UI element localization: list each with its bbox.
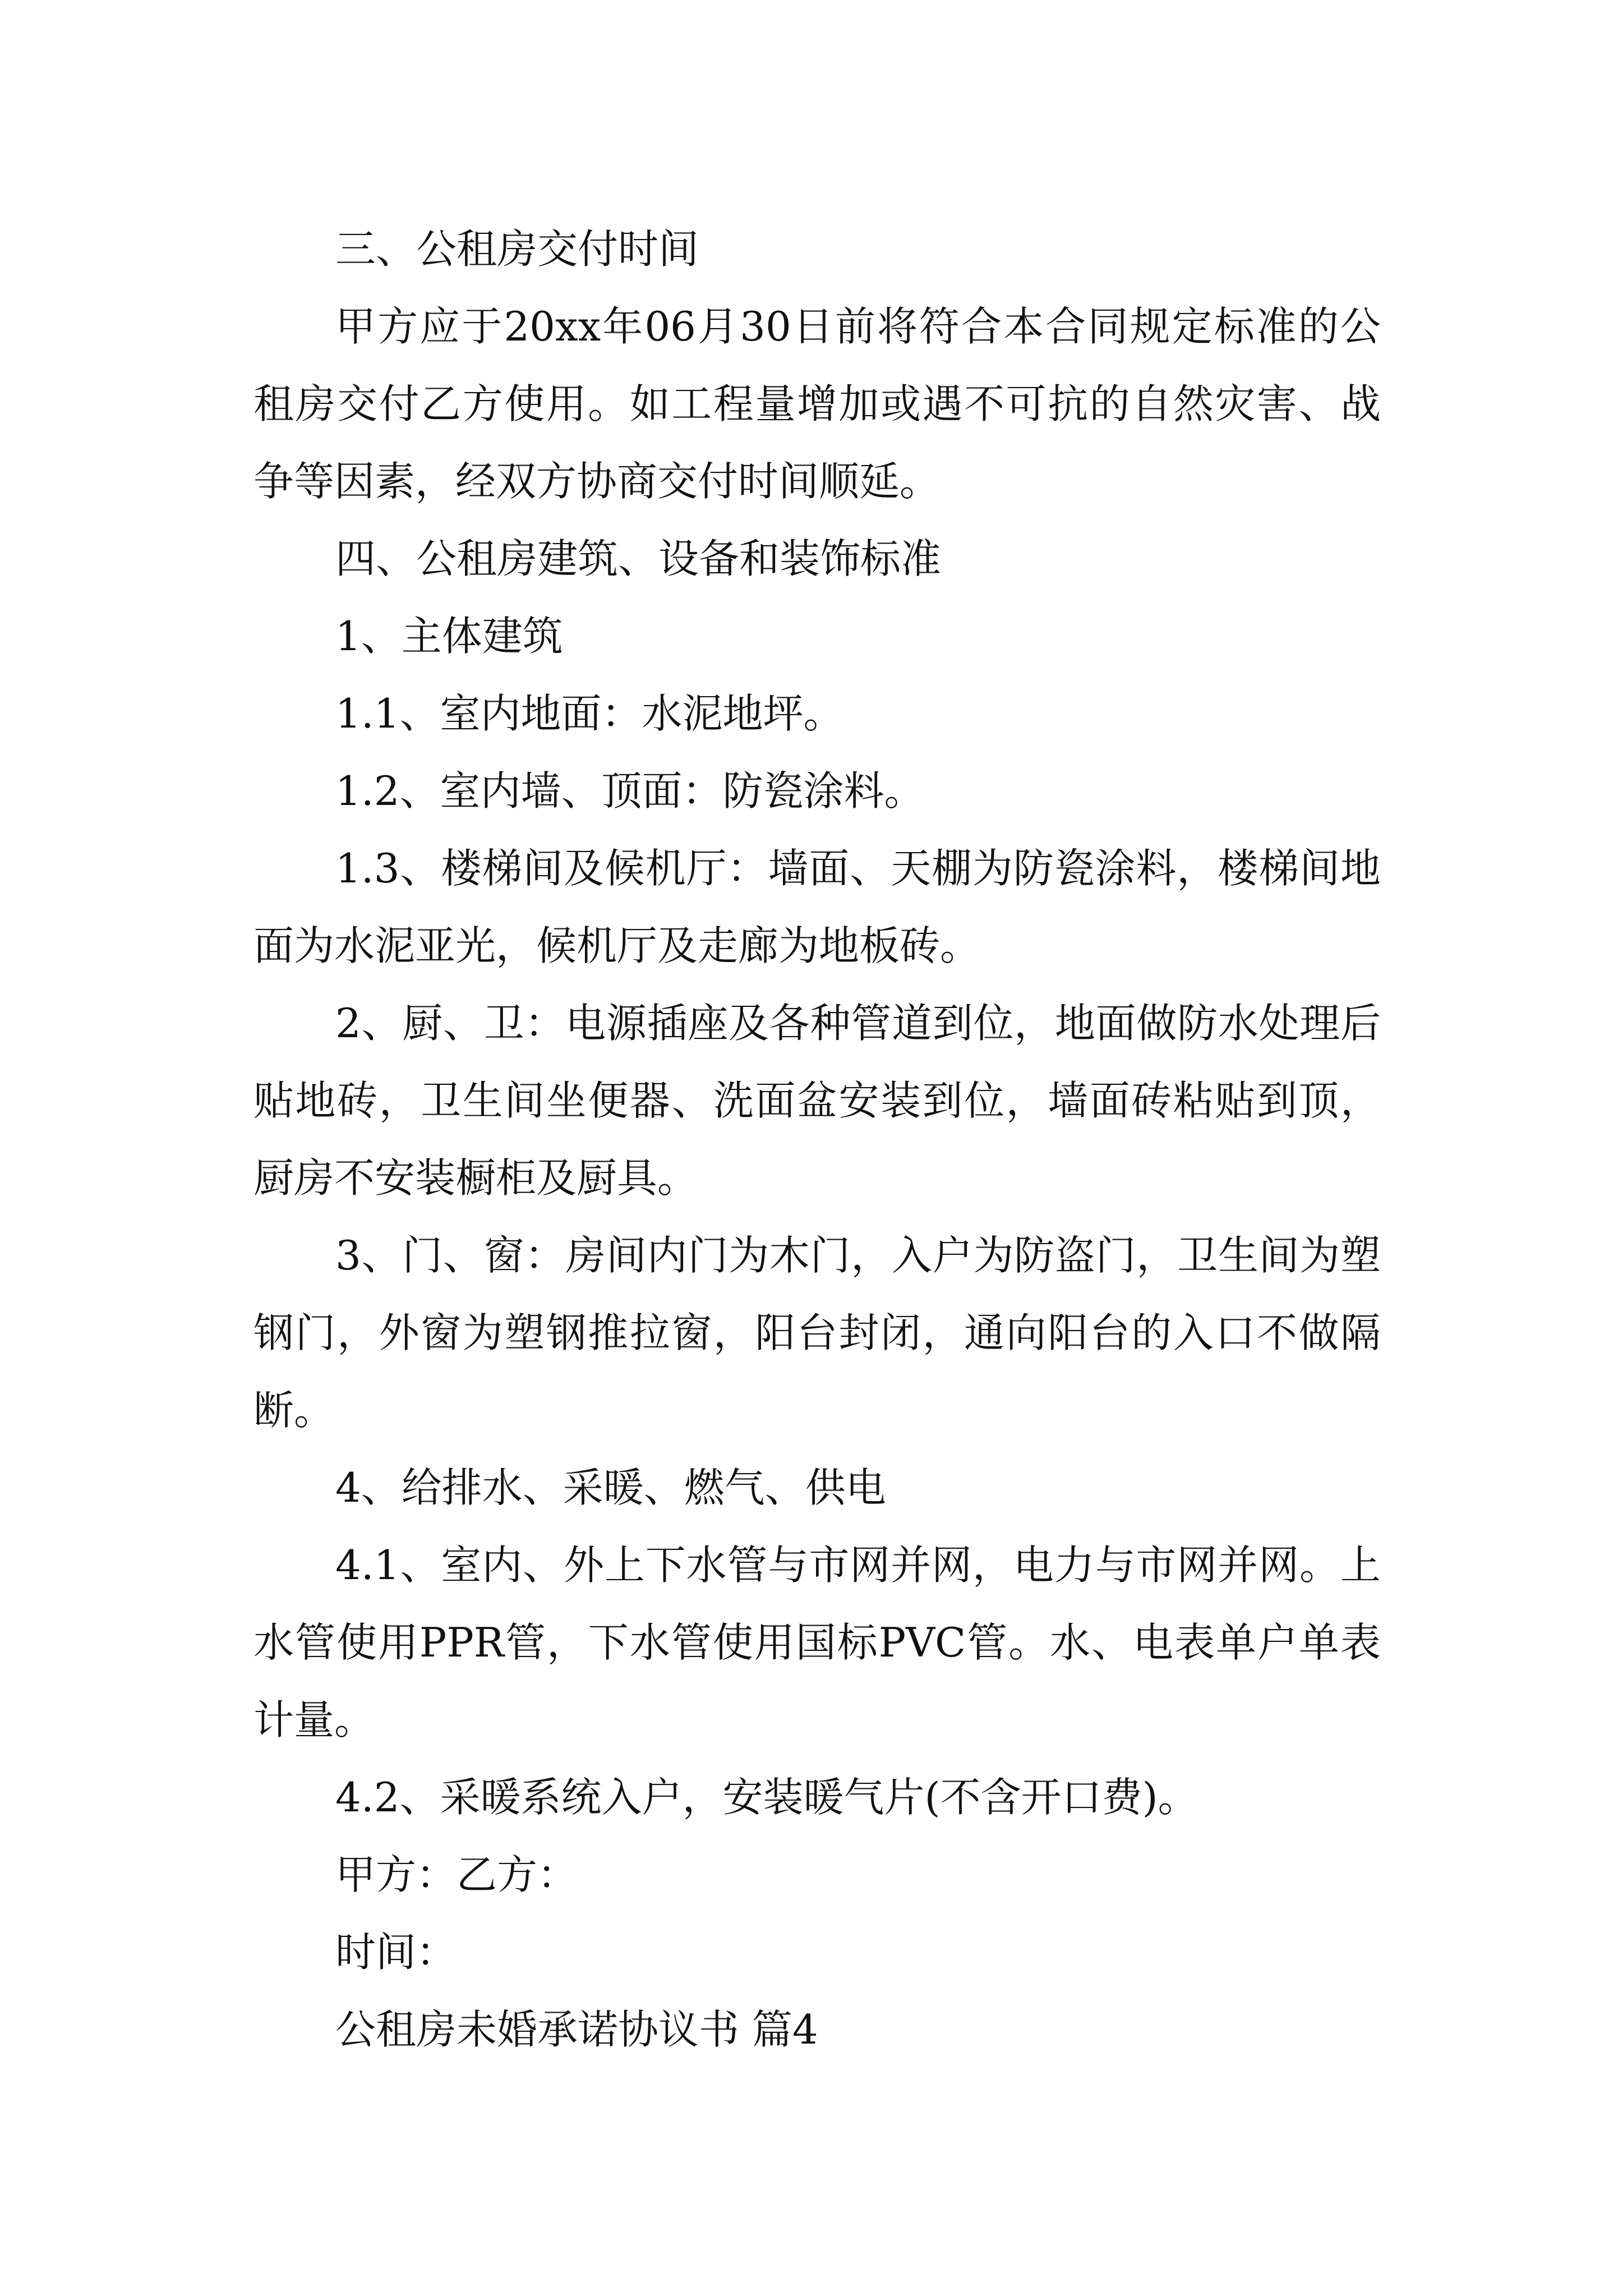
section-heading-delivery-time: 三、公租房交付时间 [335,226,699,273]
signature-parties: 甲方：乙方： [335,1851,578,1898]
section-heading-standards: 四、公租房建筑、设备和装饰标准 [335,535,942,582]
item-heating: 4.2、采暖系统入户，安装暖气片(不含开口费)。 [335,1774,1198,1821]
signature-time: 时间： [335,1929,457,1976]
subheading-utilities: 4、给排水、采暖、燃气、供电 [335,1464,886,1511]
item-water-power: 4.1、室内、外上下水管与市网并网，电力与市网并网。上水管使用PPR管，下水管使用国标PVC管。水、电表单户单表计量。 [253,1542,1381,1743]
item-doors-windows: 3、门、窗：房间内门为木门，入户为防盗门，卫生间为塑钢门，外窗为塑钢推拉窗，阳台封闭，通向阳台的入口不做隔断。 [253,1232,1381,1434]
document-body [253,210,1381,2068]
item-kitchen-bath: 2、厨、卫：电源插座及各种管道到位，地面做防水处理后贴地砖，卫生间坐便器、洗面盆安装到位，墙面砖粘贴到顶，厨房不安装橱柜及厨具。 [253,1000,1381,1202]
item-indoor-walls: 1.2、室内墙、顶面：防瓷涂料。 [335,767,925,815]
item-indoor-floor: 1.1、室内地面：水泥地坪。 [335,690,844,737]
next-article-title: 公租房未婚承诺协议书 篇4 [335,2006,818,2053]
item-stairwell: 1.3、楼梯间及候机厅：墙面、天棚为防瓷涂料，楼梯间地面为水泥亚光，候机厅及走廊为地板砖。 [253,845,1381,969]
paragraph-delivery-terms: 甲方应于20xx年06月30日前将符合本合同规定标准的公租房交付乙方使用。如工程量增加或遇不可抗的自然灾害、战争等因素，经双方协商交付时间顺延。 [253,303,1381,505]
subheading-main-building: 1、主体建筑 [335,613,563,660]
